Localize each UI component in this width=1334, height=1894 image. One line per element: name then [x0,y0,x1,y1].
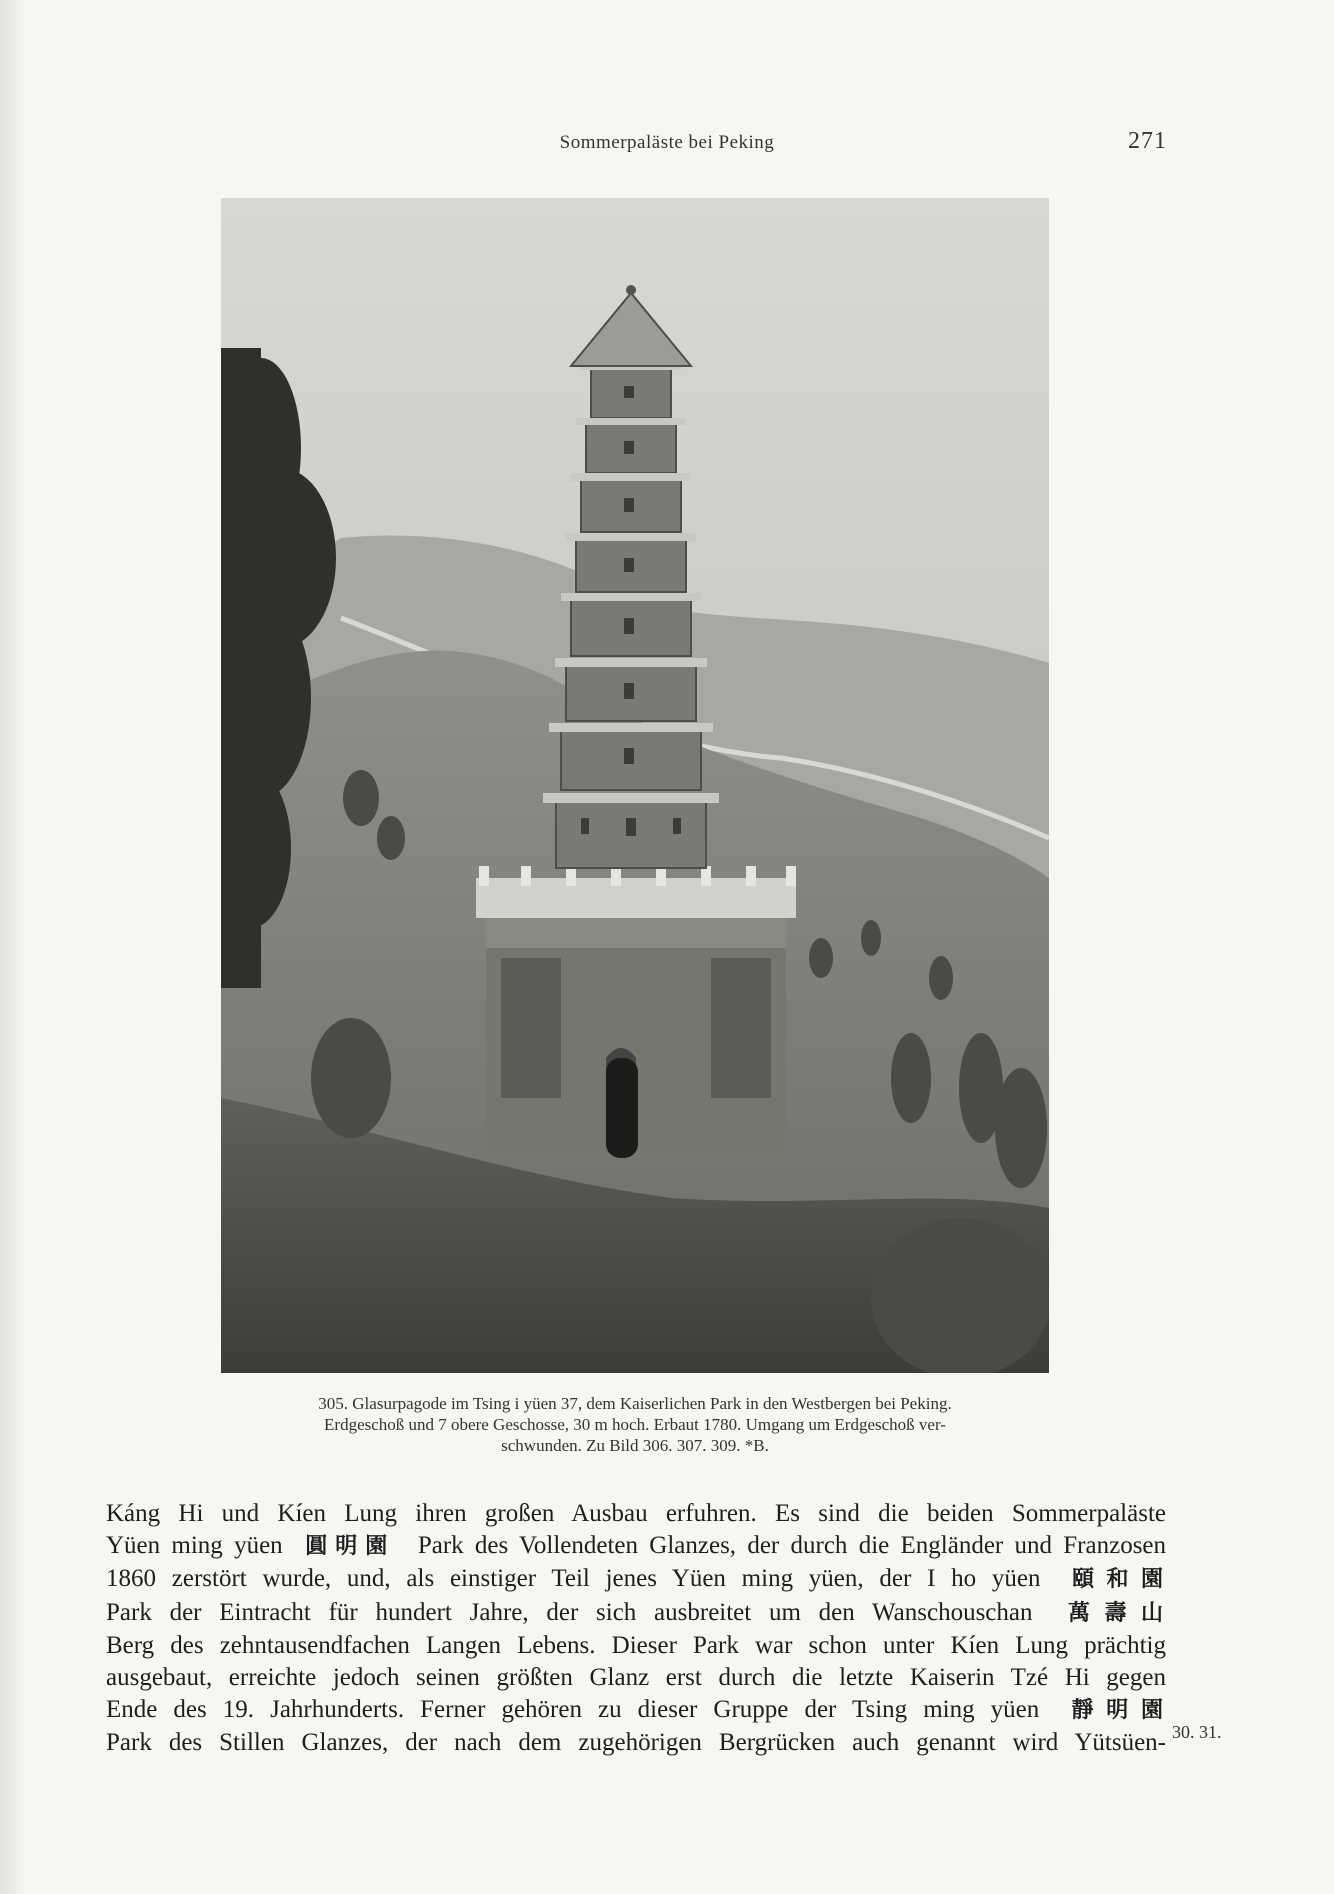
caption-line: schwunden. Zu Bild 306. 307. 309. *B. [501,1436,769,1455]
caption-line: 305. Glasurpagode im Tsing i yüen 37, dem Kaiserlichen Park in den Westbergen bei Peking. [318,1394,952,1413]
chinese-characters: 萬壽山 [1068,1600,1166,1626]
body-line: ausgebaut, erreichte jedoch seinen größten Glanz erst durch die letzte Kaiserin Tzé Hi gegen [106,1664,1166,1692]
running-title: Sommerpaläste bei Peking [559,132,775,153]
body-line: Berg des zehntausendfachen Langen Lebens. Dieser Park war schon unter Kíen Lung prächtig [106,1631,1166,1659]
margin-reference: 30. 31. [1172,1722,1222,1742]
body-line: Park des Stillen Glanzes, der nach dem zugehörigen Bergrücken auch genannt wird Yütsüen- [106,1729,1166,1757]
body-line: Park der Eintracht für hundert Jahre, der sich ausbreitet um den Wanschouschan 萬壽山 [106,1598,1166,1626]
body-line: Yüen ming yüen 圓明園 Park des Vollendeten Glanzes, der durch die Engländer und Franzosen [106,1532,1167,1560]
chinese-characters: 圓明園 [305,1534,396,1560]
figure-caption [200,1393,1070,1456]
body-line: Ende des 19. Jahrhunderts. Ferner gehören zu dieser Gruppe der Tsing ming yüen 靜明園 [106,1696,1166,1724]
chinese-characters: 頤和園 [1072,1567,1166,1593]
page-edge-shadow [0,0,26,1894]
page-number: 271 [1128,128,1167,154]
body-paragraph [106,1498,1166,1760]
body-line: 1860 zerstört wurde, und, als einstiger Teil jenes Yüen ming yüen, der I ho yüen 頤和園 [106,1565,1166,1593]
caption-line: Erdgeschoß und 7 obere Geschosse, 30 m hoch. Erbaut 1780. Umgang um Erdgeschoß ver- [324,1415,946,1434]
pagoda-illustration [221,198,1049,1373]
pagoda-photograph [221,198,1049,1373]
chinese-characters: 靜明園 [1071,1698,1166,1724]
body-line: Káng Hi und Kíen Lung ihren großen Ausbau erfuhren. Es sind die beiden Sommerpaläste [106,1500,1166,1527]
